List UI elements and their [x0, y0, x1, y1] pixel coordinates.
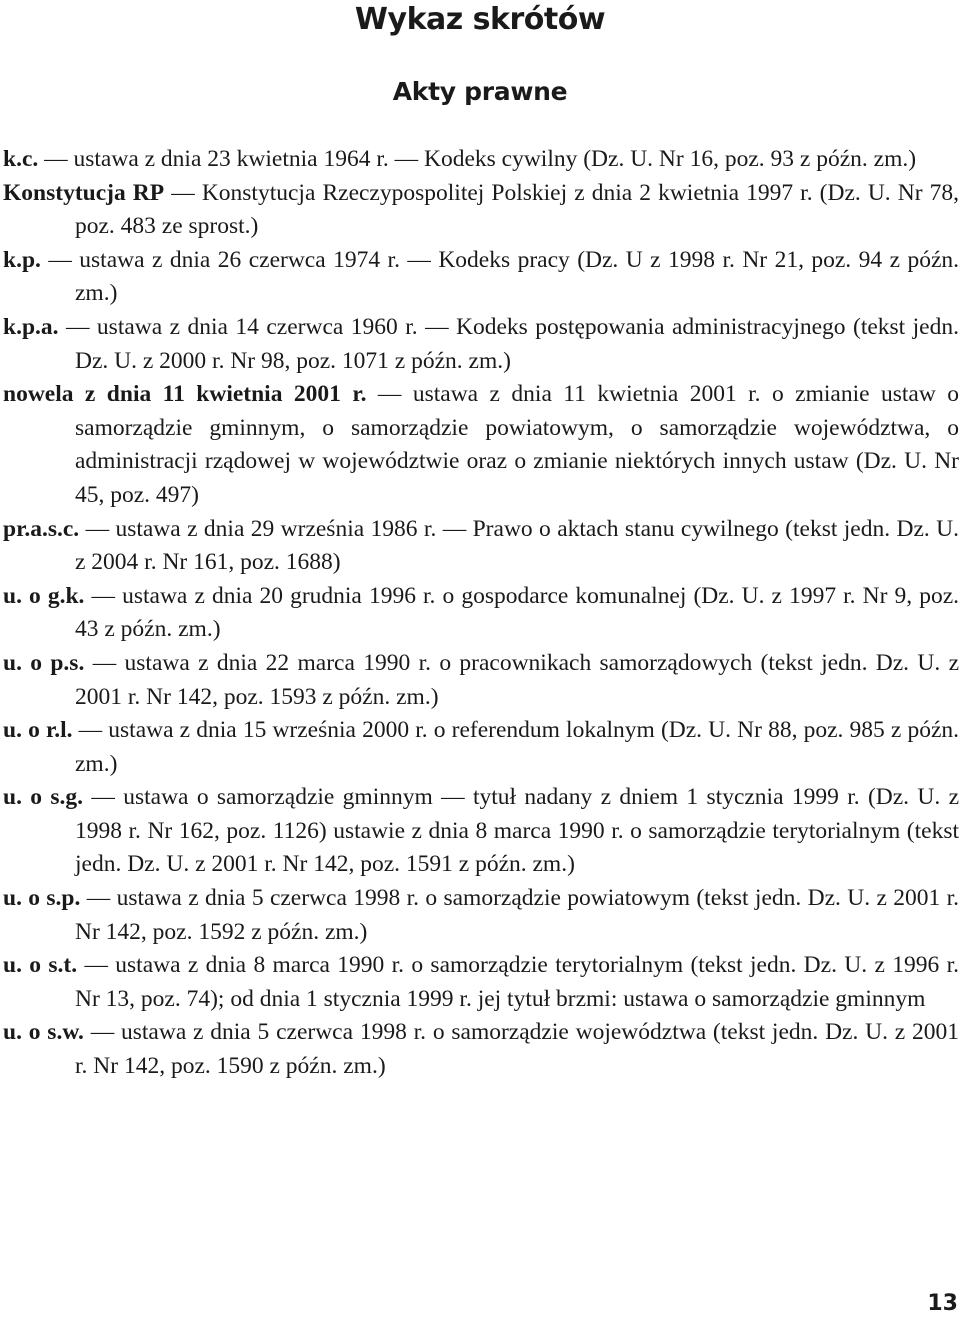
definition: — ustawa z dnia 26 czerwca 1974 r. — Kodeks pracy (Dz. U z 1998 r. Nr 21, poz. 94 z późn. zm.) [48, 246, 960, 307]
definition: — ustawa z dnia 22 marca 1990 r. o pracownikach samorządowych (tekst jedn. Dz. U. z 2001 r. Nr 142, poz. 1593 z późn. zm.) [75, 649, 959, 710]
definition: — ustawa z dnia 5 czerwca 1998 r. o samorządzie powiatowym (tekst jedn. Dz. U. z 2001 r. Nr 142, poz. 1592 z późn. zm.) [75, 885, 959, 945]
list-item [3, 781, 959, 882]
abbreviation: nowela z dnia 11 kwietnia 2001 r. [3, 381, 367, 408]
definition: — ustawa z dnia 29 września 1986 r. — Prawo o aktach stanu cywilnego (tekst jedn. Dz. U. z 2004 r. Nr 161, poz. 1688) [75, 515, 959, 576]
abbreviation: k.c. [3, 146, 39, 172]
definition: — ustawa z dnia 8 marca 1990 r. o samorządzie terytorialnym (tekst jedn. Dz. U. z 1996 r. Nr 13, poz. 74); od dnia 1 stycznia 1999 r. jej tytuł brzmi: ustawa o samorządzie gminnym [75, 952, 959, 1012]
definition: — ustawa z dnia 14 czerwca 1960 r. — Kodeks postępowania administracyjnego (tekst jedn. Dz. U. z 2000 r. Nr 98, poz. 1071 z późn. zm.) [65, 313, 959, 374]
abbreviation: pr.a.s.c. [3, 515, 80, 542]
list-item [3, 244, 959, 311]
list-item [3, 647, 959, 714]
definition: — ustawa z dnia 20 grudnia 1996 r. o gospodarce komunalnej (Dz. U. z 1997 r. Nr 9, poz. 43 z późn. zm.) [75, 582, 960, 643]
definition: — Konstytucja Rzeczypospolitej Polskiej z dnia 2 kwietnia 1997 r. (Dz. U. Nr 78, poz. 483 ze sprost.) [75, 179, 960, 240]
list-item [3, 580, 959, 647]
list-item [3, 378, 959, 512]
page-number: 13 [927, 1291, 958, 1316]
abbreviation: u. o s.p. [3, 885, 81, 912]
abbreviation: u. o g.k. [3, 582, 85, 609]
section-heading: Akty prawne [392, 77, 568, 106]
list-item [3, 311, 959, 378]
page-title: Wykaz skrótów [354, 2, 606, 37]
abbreviation: u. o s.w. [3, 1019, 84, 1046]
abbreviation: u. o s.g. [3, 784, 84, 811]
abbreviation: k.p. [3, 246, 41, 273]
list-item [3, 177, 959, 244]
definition: — ustawa o samorządzie gminnym — tytuł nadany z dniem 1 stycznia 1999 r. (Dz. U. z 1998 r. Nr 162, poz. 1126) ustawie z dnia 8 marca 1990 r. o samorządzie terytorialnym (tekst jedn. Dz. U. z 2001 r. Nr 142, poz. 1591 z późn. zm.) [75, 784, 960, 878]
definition: — ustawa z dnia 5 czerwca 1998 r. o samorządzie województwa (tekst jedn. Dz. U. z 2001 r. Nr 142, poz. 1590 z późn. zm.) [75, 1019, 960, 1080]
list-item [3, 714, 959, 781]
list-item [3, 949, 959, 1016]
abbreviation: Konstytucja RP [3, 179, 165, 206]
definition: — ustawa z dnia 15 września 2000 r. o referendum lokalnym (Dz. U. Nr 88, poz. 985 z późn. zm.) [75, 717, 960, 777]
list-item [3, 882, 959, 949]
definition: — ustawa z dnia 11 kwietnia 2001 r. o zmianie ustaw o samorządzie gminnym, o samorządzie powiatowym, o samorządzie województwa, o administracji rządowej w województwie oraz o zmianie niektórych innych ustaw (Dz. U. Nr 45, poz. 497) [75, 381, 959, 508]
abbreviation: u. o s.t. [3, 952, 78, 979]
abbreviation-list [3, 143, 959, 1084]
abbreviation: u. o p.s. [3, 649, 85, 676]
list-item [3, 143, 959, 177]
list-item [3, 1016, 959, 1083]
list-item [3, 513, 959, 580]
definition: — ustawa z dnia 23 kwietnia 1964 r. — Kodeks cywilny (Dz. U. Nr 16, poz. 93 z późn. zm.) [44, 146, 917, 172]
abbreviation: k.p.a. [3, 313, 59, 340]
abbreviation: u. o r.l. [3, 717, 73, 744]
